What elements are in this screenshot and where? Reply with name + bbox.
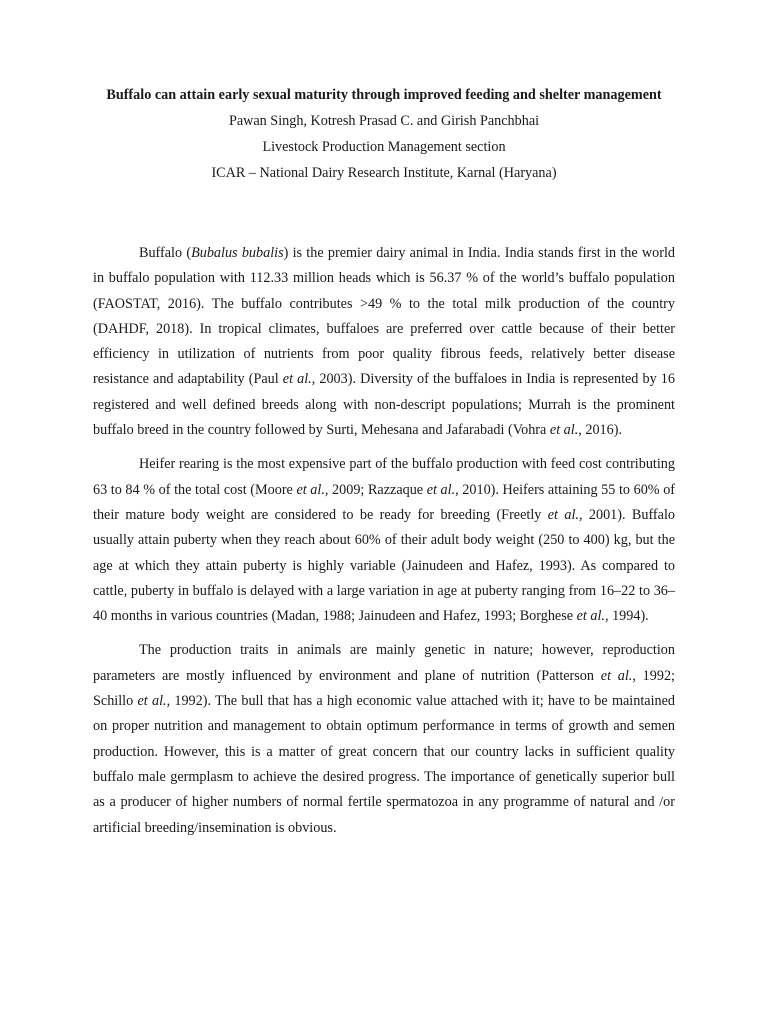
text-run: , 2003). Diversity of the buffaloes in India is represented by 16 registered and well defined breeds along with non-descript populations; Murrah is the prominent buffalo breed in the country followed by Surti, Mehesana and Jafarabadi (Vohra: [93, 371, 675, 439]
section-line: Livestock Production Management section: [262, 139, 506, 155]
text-run: The production traits in animals are mainly genetic in nature; however, reproduction parameters are mostly influenced by environment and plane of nutrition (Patterson: [93, 642, 675, 684]
et-al-italic: et al.: [137, 693, 167, 710]
text-run: , 2001). Buffalo usually attain puberty when they reach about 60% of their adult body weight (250 to 400) kg, but the age at which they attain puberty is highly variable (Jainudeen and Hafez, 1993). As compared to cattle, puberty in buffalo is delayed with a large variation in age at puberty ranging from 16–22 to 36–40 months in various countries (Madan, 1988; Jainudeen and Hafez, 1993; Borghese: [93, 506, 675, 625]
species-name-italic: Bubalus bubalis: [191, 245, 284, 261]
text-run: , 2010). Heifers attaining 55 to 60% of their mature body weight are considered to be ready for breeding (Freetly: [93, 481, 676, 523]
text-run: , 1992). The bull that has a high economic value attached with it; have to be maintained on proper nutrition and management to obtain optimum performance in terms of growth and semen production. However, this is a matter of great concern that our country lacks in sufficient quality buffalo male germplasm to achieve the desired progress. The importance of genetically superior bull as a producer of higher numbers of normal fertile spermatozoa in any programme of natural and /or artificial breeding/insemination is obvious.: [93, 693, 675, 836]
et-al-italic: et al.: [296, 481, 325, 498]
et-al-italic: et al.: [282, 371, 312, 388]
et-al-italic: et al.: [547, 506, 579, 523]
et-al-italic: et al.: [549, 422, 579, 439]
text-run: , 2016).: [578, 422, 623, 439]
author-line: Pawan Singh, Kotresh Prasad C. and Girish Panchbhai: [228, 113, 540, 129]
et-al-italic: et al.: [426, 481, 456, 498]
paragraph-3: [93, 638, 675, 840]
text-run: ) is the premier dairy animal in India. India stands first in the world in buffalo population with 112.33 million heads which is 56.37 % of the world’s buffalo population (FAOSTAT, 2016). The buffalo contributes >49 % to the total milk production of the country (DAHDF, 2018). In tropical climates, buffaloes are preferred over cattle because of their better efficiency in utilization of nutrients from poor quality fibrous feeds, relatively better disease resistance and adaptability (Paul: [93, 245, 675, 388]
text-run: Heifer rearing is the most expensive part of the buffalo production with feed cost contributing 63 to 84 % of the total cost (Moore: [93, 456, 675, 498]
et-al-italic: et al.: [600, 667, 633, 684]
text-run: , 2009; Razzaque: [324, 481, 427, 498]
text-run: , 1992; Schillo: [93, 667, 675, 710]
et-al-italic: et al.: [576, 608, 605, 625]
institute-line: ICAR – National Dairy Research Institute, Karnal (Haryana): [211, 165, 557, 181]
document-header: [0, 86, 768, 183]
text-run: , 1994).: [604, 608, 649, 625]
paragraph-2: [93, 452, 675, 629]
document-title: Buffalo can attain early sexual maturity through improved feeding and shelter management: [106, 87, 662, 103]
document-body: [93, 241, 675, 850]
text-run: Buffalo (: [139, 245, 192, 261]
paragraph-1: [93, 241, 675, 443]
